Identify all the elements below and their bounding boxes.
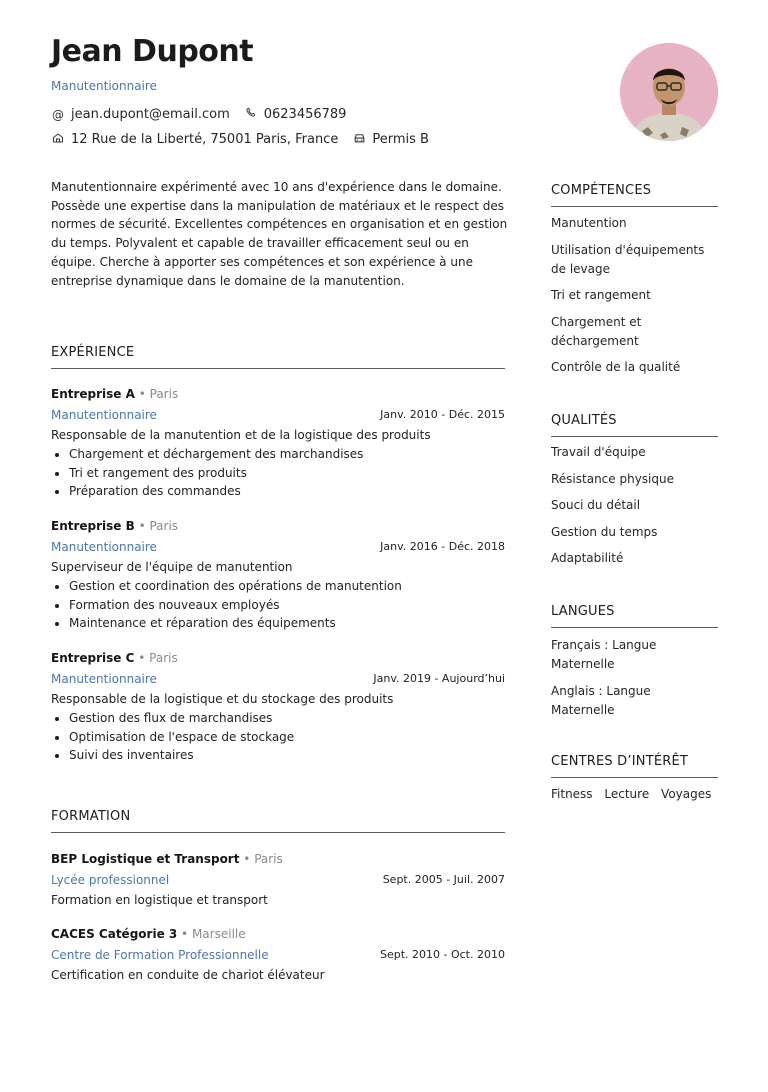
phone-text[interactable]: 0623456789 xyxy=(263,107,347,122)
job-description: Responsable de la logistique et du stockage des produits xyxy=(51,692,394,706)
school-name: Lycée professionnel xyxy=(51,873,170,887)
job-bullet: Maintenance et réparation des équipements xyxy=(69,614,505,633)
job-bullet: Gestion et coordination des opérations de manutention xyxy=(69,577,505,596)
car-icon xyxy=(352,132,366,147)
phone-icon xyxy=(244,107,258,122)
company-name: Entreprise C xyxy=(51,651,135,665)
job-bullet: Gestion des flux de marchandises xyxy=(69,709,505,728)
skill-item: Manutention xyxy=(551,216,627,230)
license-text: Permis B xyxy=(372,132,429,147)
interest-item: Lecture xyxy=(604,787,650,801)
quality-item: Gestion du temps xyxy=(551,524,658,539)
at-icon: @ xyxy=(52,107,64,122)
quality-item: Travail d'équipe xyxy=(551,445,646,459)
job-bullet: Formation des nouveaux employés xyxy=(69,596,505,615)
language-item: Anglais : Langue Maternelle xyxy=(551,683,651,717)
job-role: Manutentionnaire xyxy=(51,540,157,554)
job-dates: Janv. 2010 - Déc. 2015 xyxy=(380,408,505,421)
job-bullet: Chargement et déchargement des marchandises xyxy=(69,445,505,464)
degree-name: CACES Catégorie 3 xyxy=(51,927,178,941)
section-divider xyxy=(551,436,718,437)
experience-item: Entreprise C • Paris Manutentionnaire Janv. 2019 - Aujourd’hui Responsable de la logistique et du stockage des produits Gestion des flux de marchandises Optimisation de l'espace de stockage Suivi des inventaires xyxy=(51,648,505,765)
language-item: Français : Langue Maternelle xyxy=(551,638,657,671)
job-bullet: Tri et rangement des produits xyxy=(69,464,505,483)
job-bullets xyxy=(51,709,505,765)
education-description: Formation en logistique et transport xyxy=(51,893,268,907)
job-description: Responsable de la manutention et de la logistique des produits xyxy=(51,428,431,442)
interest-item: Fitness xyxy=(551,787,593,801)
company-name: Entreprise B xyxy=(51,519,135,533)
section-divider xyxy=(551,777,718,778)
job-bullet: Optimisation de l'espace de stockage xyxy=(69,728,505,747)
profile-photo xyxy=(620,43,718,141)
company-city: Paris xyxy=(149,387,179,401)
section-title-qualities: QUALITÉS xyxy=(551,413,617,428)
contact-line-2 xyxy=(51,132,429,147)
section-title-education: FORMATION xyxy=(51,809,131,824)
section-divider xyxy=(51,368,505,369)
skill-item: Chargement et déchargement xyxy=(551,314,642,348)
company-name: Entreprise A xyxy=(51,387,135,401)
languages-list xyxy=(551,636,676,727)
experience-item: Entreprise A • Paris Manutentionnaire Janv. 2010 - Déc. 2015 Responsable de la manutention et de la logistique des produits Chargement et déchargement des marchandises Tri et rangement des produits Préparation des commandes xyxy=(51,384,505,501)
section-divider xyxy=(551,206,718,207)
job-bullets xyxy=(51,445,505,501)
home-icon xyxy=(51,132,65,147)
company-city: Paris xyxy=(149,519,179,533)
section-title-skills: COMPÉTENCES xyxy=(551,183,652,198)
interests-list xyxy=(551,787,719,801)
degree-name: BEP Logistique et Transport xyxy=(51,852,240,866)
job-bullets xyxy=(51,577,505,633)
experience-item: Entreprise B • Paris Manutentionnaire Janv. 2016 - Déc. 2018 Superviseur de l'équipe de manutention Gestion et coordination des opérations de manutention Formation des nouveaux employés Maintenance et réparation des équipements xyxy=(51,516,505,633)
profile-summary: Manutentionnaire expérimenté avec 10 ans d'expérience dans le domaine. Possède une expertise dans la manipulation de matériaux et le respect des normes de sécurité. Excellentes compétences en organisation et en gestion du temps. Polyvalent et capable de travailler efficacement seul ou en équipe. Cherche à apporter ses compétences et son expérience à une entreprise dynamique dans le domaine de la manutention. xyxy=(51,180,508,288)
skill-item: Contrôle de la qualité xyxy=(551,360,681,374)
job-role: Manutentionnaire xyxy=(51,672,157,686)
section-divider xyxy=(551,627,718,628)
interest-item: Voyages xyxy=(661,787,712,801)
education-item: BEP Logistique et Transport • Paris Lycée professionnel Sept. 2005 - Juil. 2007 Formation en logistique et transport xyxy=(51,849,505,910)
education-description: Certification en conduite de chariot élévateur xyxy=(51,968,325,982)
school-city: Marseille xyxy=(191,927,246,941)
candidate-role: Manutentionnaire xyxy=(51,79,157,93)
education-dates: Sept. 2010 - Oct. 2010 xyxy=(379,948,505,961)
skill-item: Utilisation d'équipements de levage xyxy=(551,242,705,276)
education-dates: Sept. 2005 - Juil. 2007 xyxy=(382,873,505,886)
section-divider xyxy=(51,832,505,833)
job-bullet: Préparation des commandes xyxy=(69,482,505,501)
contact-line-1 xyxy=(51,107,346,122)
section-title-interests: CENTRES D’INTÉRÊT xyxy=(551,754,689,769)
school-city: Paris xyxy=(254,852,283,866)
job-dates: Janv. 2016 - Déc. 2018 xyxy=(380,540,505,553)
quality-item: Souci du détail xyxy=(551,498,641,512)
job-dates: Janv. 2019 - Aujourd’hui xyxy=(373,672,505,685)
job-bullet: Suivi des inventaires xyxy=(69,746,505,765)
education-item: CACES Catégorie 3 • Marseille Centre de Formation Professionnelle Sept. 2010 - Oct. 2010 Certification en conduite de chariot élévateur xyxy=(51,924,505,985)
skill-item: Tri et rangement xyxy=(551,288,651,302)
job-description: Superviseur de l'équipe de manutention xyxy=(51,560,293,574)
quality-item: Adaptabilité xyxy=(551,551,624,565)
company-city: Paris xyxy=(149,651,178,665)
section-title-languages: LANGUES xyxy=(551,604,615,619)
qualities-list xyxy=(551,443,721,576)
job-role: Manutentionnaire xyxy=(51,408,157,422)
quality-item: Résistance physique xyxy=(551,471,674,486)
email-text[interactable]: jean.dupont@email.com xyxy=(71,107,230,122)
address-text: 12 Rue de la Liberté, 75001 Paris, France xyxy=(71,132,339,147)
section-title-experience: EXPÉRIENCE xyxy=(51,345,135,360)
school-name: Centre de Formation Professionnelle xyxy=(51,948,269,962)
candidate-name: Jean Dupont xyxy=(51,34,254,69)
skills-list xyxy=(551,214,721,385)
